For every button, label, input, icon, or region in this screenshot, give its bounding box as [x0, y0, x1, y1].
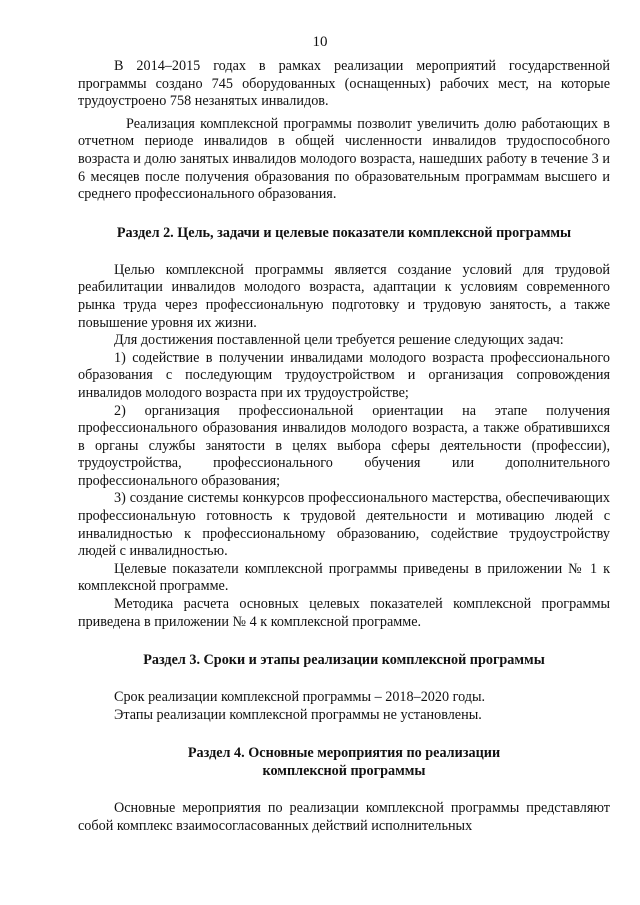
- task-item-1: 1) содействие в получении инвалидами молодого возраста профессионального образования с последующим трудоустройством и организация сопровождения инвалидов молодого возраста при их трудоустройстве;: [78, 349, 610, 401]
- section-4-heading-line-1: Раздел 4. Основные мероприятия по реализации: [187, 745, 501, 762]
- task-item-2: 2) организация профессиональной ориентации на этапе получения профессионального образования инвалидов молодого возраста, а также обратившихся в органы службы занятости в целях выбора сферы деятельности (профессии), трудоустройства, профессионального обучения или дополнительного профессионального образования;: [78, 402, 610, 489]
- page-content: [78, 58, 610, 836]
- section-4-heading-line-2: комплексной программы: [262, 763, 426, 780]
- paragraph: Основные мероприятия по реализации комплексной программы представляют собой комплекс взаимосогласованных действий исполнительных: [78, 800, 610, 834]
- paragraph: В 2014–2015 годах в рамках реализации мероприятий государственной программы создано 745 оборудованных (оснащенных) рабочих мест, на которые трудоустроено 758 незанятых инвалидов.: [78, 58, 610, 110]
- section-2-heading: Раздел 2. Цель, задачи и целевые показатели комплексной программы: [116, 224, 572, 241]
- paragraph: Целевые показатели комплексной программы приведены в приложении № 1 к комплексной программе.: [78, 560, 610, 595]
- paragraph: Этапы реализации комплексной программы не установлены.: [114, 706, 482, 723]
- task-item-3: 3) создание системы конкурсов профессионального мастерства, обеспечивающих профессиональную готовность к трудовой деятельности и мотивацию людей с инвалидностью к профессиональному образованию, содействие трудоустройству людей с инвалидностью.: [78, 490, 610, 560]
- page-number: 10: [312, 34, 328, 50]
- paragraph: Реализация комплексной программы позволит увеличить долю работающих в отчетном периоде инвалидов в общей численности инвалидов трудоспособного возраста и долю занятых инвалидов молодого возраста, нашедших работу в течение 3 и 6 месяцев после получения образования по образовательным программам высшего и среднего профессионального образования.: [78, 115, 610, 203]
- section-3-heading: Раздел 3. Сроки и этапы реализации комплексной программы: [143, 652, 545, 669]
- paragraph: Для достижения поставленной цели требуется решение следующих задач:: [114, 332, 564, 349]
- paragraph: Целью комплексной программы является создание условий для трудовой реабилитации инвалидов молодого возраста, адаптации к условиям современного рынка труда через профессиональную подготовку и трудовую занятость, а также повышение уровня их жизни.: [78, 261, 610, 331]
- paragraph: Методика расчета основных целевых показателей комплексной программы приведена в приложении № 4 к комплексной программе.: [78, 596, 610, 630]
- paragraph: Срок реализации комплексной программы – 2018–2020 годы.: [114, 689, 486, 706]
